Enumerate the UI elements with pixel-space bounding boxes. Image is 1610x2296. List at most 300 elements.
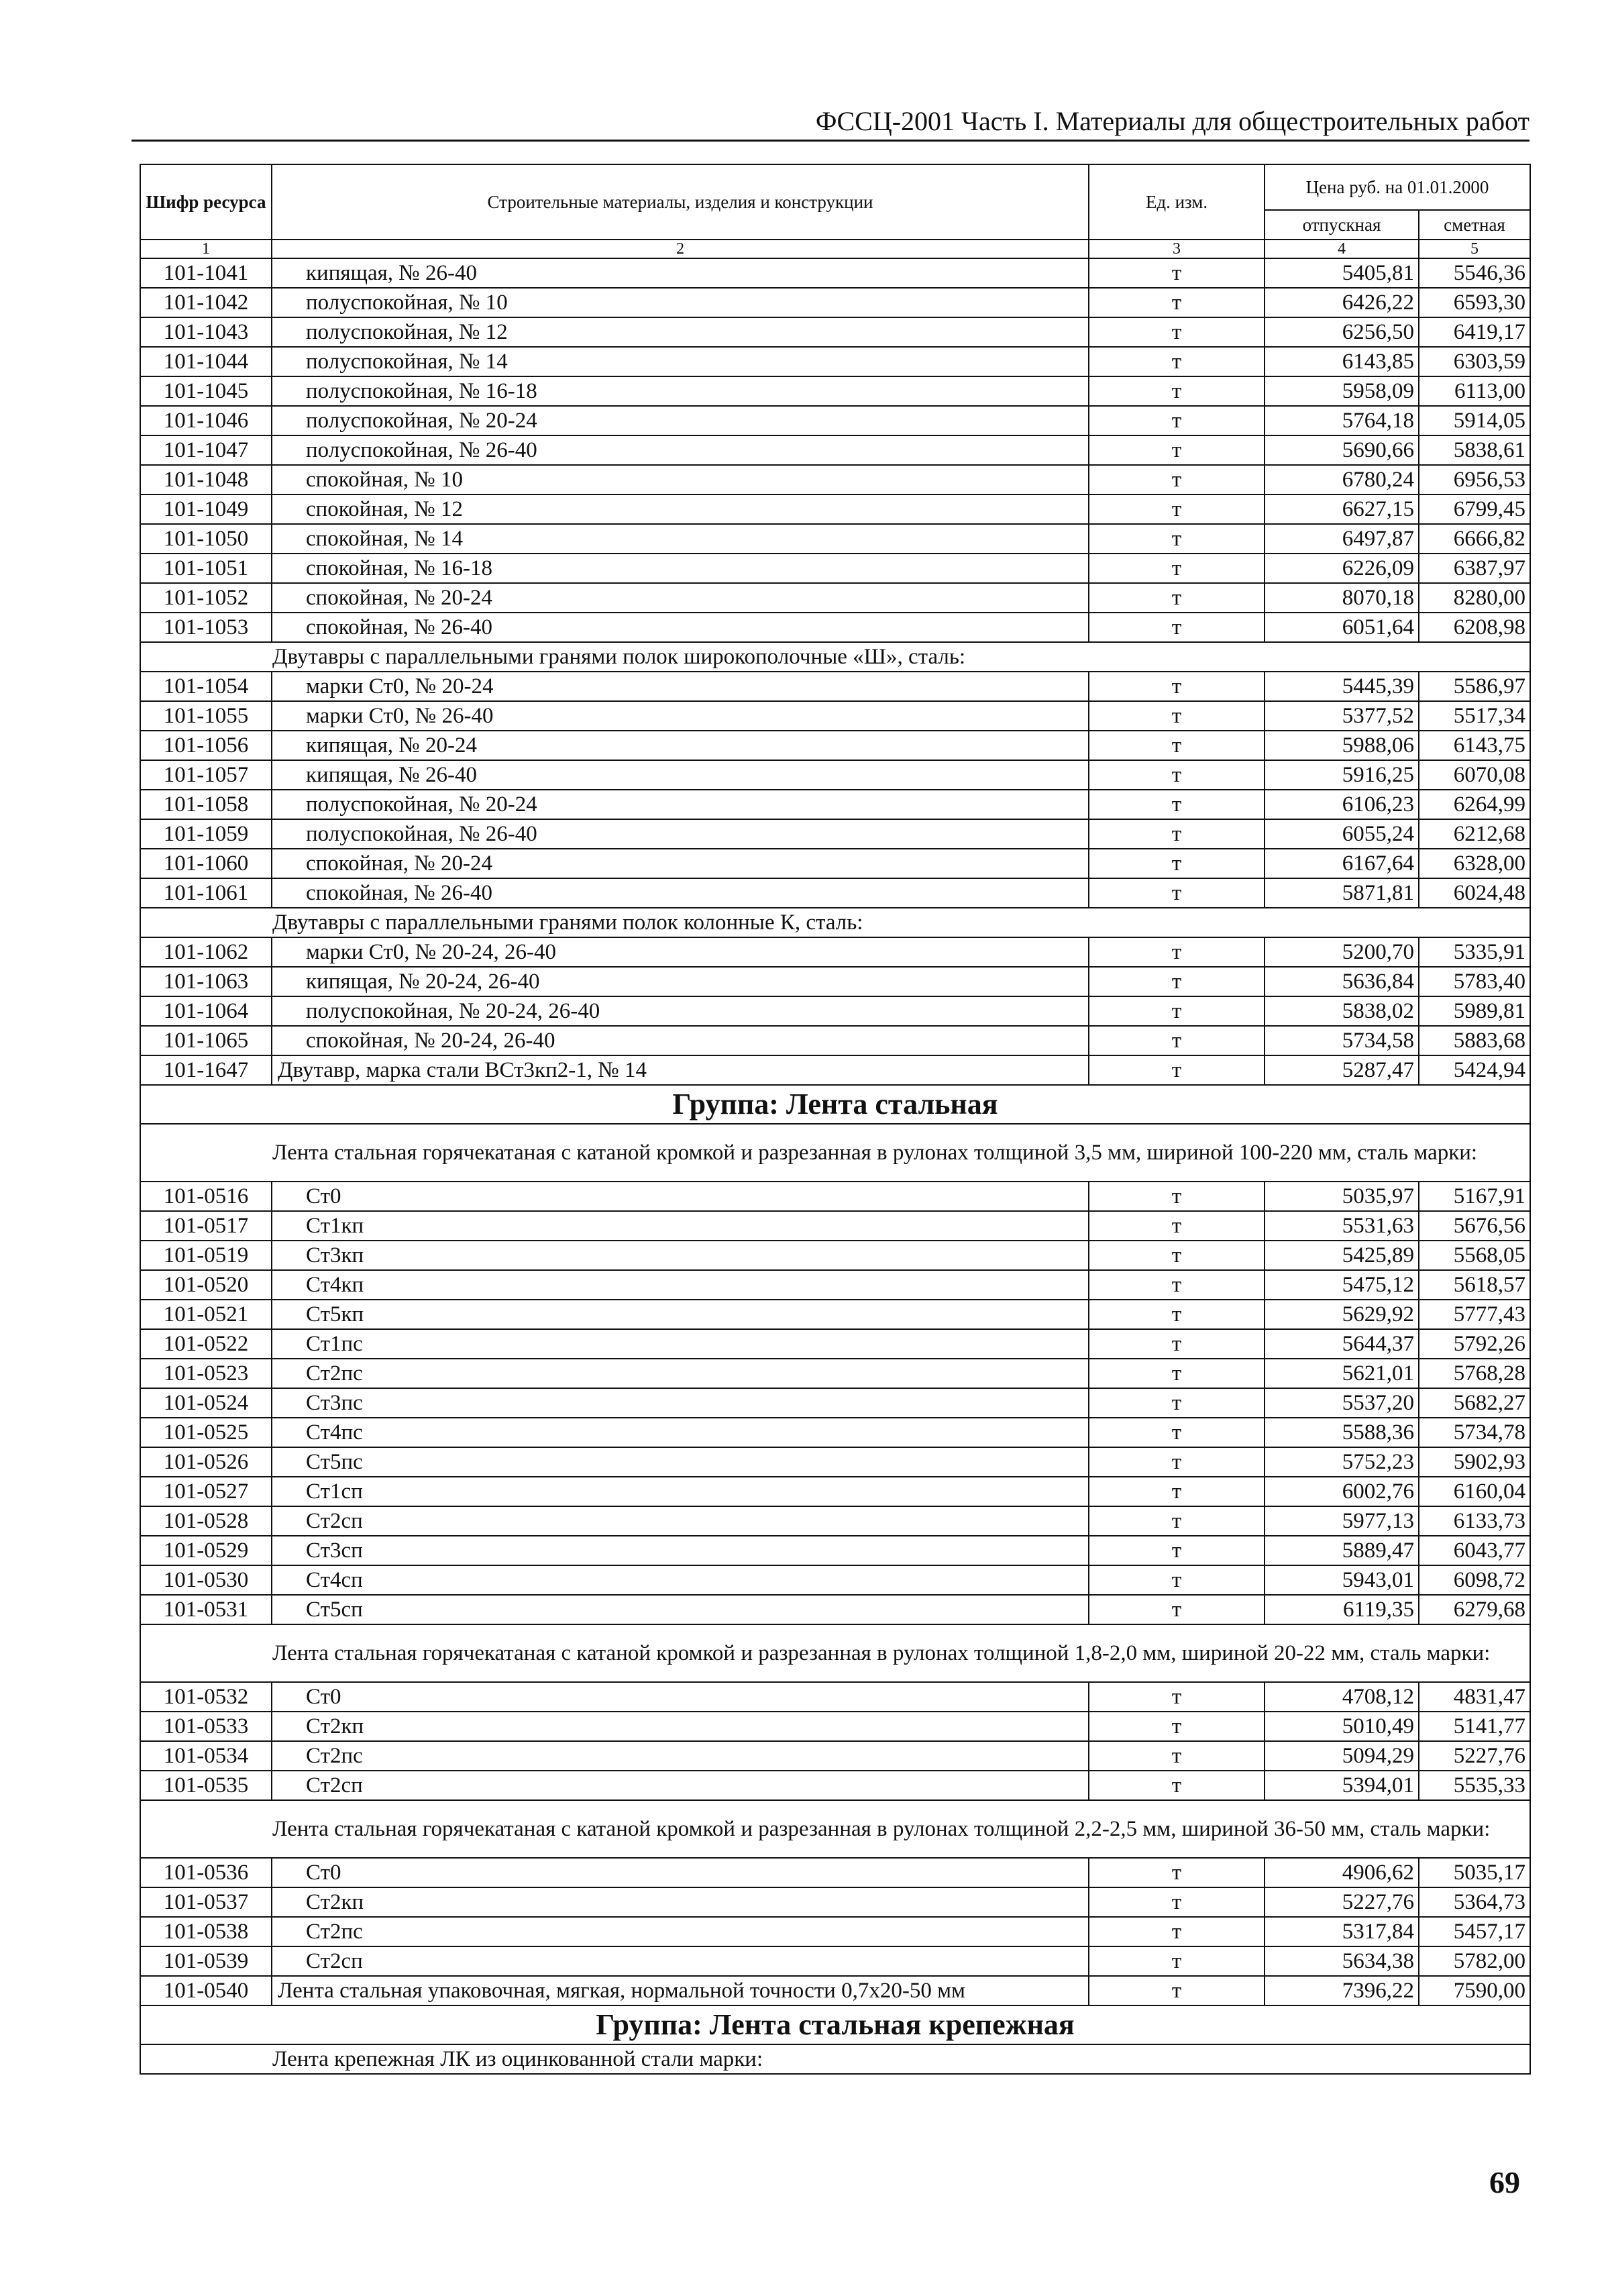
material-name: полуспокойная, № 20-24 bbox=[272, 790, 1089, 819]
table-row bbox=[140, 494, 1530, 524]
estimate-price: 6666,82 bbox=[1419, 524, 1530, 554]
table-row bbox=[140, 376, 1530, 406]
release-price: 5035,97 bbox=[1265, 1182, 1419, 1211]
table-row bbox=[140, 1946, 1530, 1976]
release-price: 6780,24 bbox=[1265, 465, 1419, 494]
release-price: 5377,52 bbox=[1265, 701, 1419, 731]
table-row bbox=[140, 1055, 1530, 1085]
release-price: 6055,24 bbox=[1265, 819, 1419, 849]
unit-cell: т bbox=[1089, 465, 1265, 494]
estimate-price: 5989,81 bbox=[1419, 996, 1530, 1026]
material-name: полуспокойная, № 26-40 bbox=[272, 435, 1089, 465]
resource-code: 101-1062 bbox=[140, 937, 272, 967]
resource-code: 101-0535 bbox=[140, 1771, 272, 1800]
col-header-unit: Ед. изм. bbox=[1089, 164, 1265, 240]
release-price: 5634,38 bbox=[1265, 1946, 1419, 1976]
estimate-price: 6024,48 bbox=[1419, 878, 1530, 908]
release-price: 5394,01 bbox=[1265, 1771, 1419, 1800]
resource-code: 101-0519 bbox=[140, 1241, 272, 1270]
table-row bbox=[140, 1182, 1530, 1211]
material-name: марки Ст0, № 20-24 bbox=[272, 672, 1089, 701]
unit-cell: т bbox=[1089, 258, 1265, 288]
resource-code: 101-0516 bbox=[140, 1182, 272, 1211]
resource-code: 101-0530 bbox=[140, 1565, 272, 1595]
unit-cell: т bbox=[1089, 1211, 1265, 1241]
resource-code: 101-0533 bbox=[140, 1712, 272, 1741]
material-name: полуспокойная, № 16-18 bbox=[272, 376, 1089, 406]
resource-code: 101-0523 bbox=[140, 1359, 272, 1388]
material-name: Ст2сп bbox=[272, 1771, 1089, 1800]
unit-cell: т bbox=[1089, 1388, 1265, 1418]
material-name: Ст3кп bbox=[272, 1241, 1089, 1270]
estimate-price: 5777,43 bbox=[1419, 1300, 1530, 1329]
table-row bbox=[140, 790, 1530, 819]
material-name: спокойная, № 20-24 bbox=[272, 849, 1089, 878]
unit-cell: т bbox=[1089, 849, 1265, 878]
unit-cell: т bbox=[1089, 1055, 1265, 1085]
unit-cell: т bbox=[1089, 1976, 1265, 2005]
subgroup-row bbox=[140, 908, 1530, 937]
material-name: кипящая, № 26-40 bbox=[272, 760, 1089, 790]
estimate-price: 6133,73 bbox=[1419, 1506, 1530, 1536]
release-price: 5317,84 bbox=[1265, 1917, 1419, 1946]
table-row bbox=[140, 406, 1530, 435]
unit-cell: т bbox=[1089, 347, 1265, 376]
material-name: Ст2пс bbox=[272, 1359, 1089, 1388]
col-number: 5 bbox=[1419, 240, 1530, 258]
unit-cell: т bbox=[1089, 1418, 1265, 1447]
table-row bbox=[140, 288, 1530, 317]
estimate-price: 6387,97 bbox=[1419, 554, 1530, 583]
table-row bbox=[140, 1771, 1530, 1800]
resource-code: 101-1064 bbox=[140, 996, 272, 1026]
release-price: 5588,36 bbox=[1265, 1418, 1419, 1447]
table-row bbox=[140, 1506, 1530, 1536]
unit-cell: т bbox=[1089, 760, 1265, 790]
unit-cell: т bbox=[1089, 1300, 1265, 1329]
unit-cell: т bbox=[1089, 613, 1265, 642]
estimate-price: 6279,68 bbox=[1419, 1595, 1530, 1624]
estimate-price: 5838,61 bbox=[1419, 435, 1530, 465]
release-price: 5916,25 bbox=[1265, 760, 1419, 790]
resource-code: 101-0525 bbox=[140, 1418, 272, 1447]
unit-cell: т bbox=[1089, 1741, 1265, 1771]
table-row bbox=[140, 524, 1530, 554]
table-row bbox=[140, 554, 1530, 583]
group-title: Группа: Лента стальная bbox=[140, 1085, 1530, 1124]
unit-cell: т bbox=[1089, 406, 1265, 435]
release-price: 6627,15 bbox=[1265, 494, 1419, 524]
estimate-price: 5618,57 bbox=[1419, 1270, 1530, 1300]
table-row bbox=[140, 1976, 1530, 2005]
table-row bbox=[140, 465, 1530, 494]
release-price: 5838,02 bbox=[1265, 996, 1419, 1026]
estimate-price: 5734,78 bbox=[1419, 1418, 1530, 1447]
unit-cell: т bbox=[1089, 819, 1265, 849]
estimate-price: 5457,17 bbox=[1419, 1917, 1530, 1946]
release-price: 5010,49 bbox=[1265, 1712, 1419, 1741]
subgroup-row bbox=[140, 1124, 1530, 1182]
resource-code: 101-0517 bbox=[140, 1211, 272, 1241]
material-name: полуспокойная, № 20-24 bbox=[272, 406, 1089, 435]
material-name: спокойная, № 20-24 bbox=[272, 583, 1089, 613]
estimate-price: 5167,91 bbox=[1419, 1182, 1530, 1211]
estimate-price: 5768,28 bbox=[1419, 1359, 1530, 1388]
material-name: спокойная, № 14 bbox=[272, 524, 1089, 554]
table-row bbox=[140, 1477, 1530, 1506]
col-number: 1 bbox=[140, 240, 272, 258]
estimate-price: 6098,72 bbox=[1419, 1565, 1530, 1595]
material-name: Ст2пс bbox=[272, 1741, 1089, 1771]
release-price: 5531,63 bbox=[1265, 1211, 1419, 1241]
unit-cell: т bbox=[1089, 1887, 1265, 1917]
table-row bbox=[140, 967, 1530, 996]
material-name: Ст3сп bbox=[272, 1536, 1089, 1565]
col-header-price: Цена руб. на 01.01.2000 bbox=[1265, 164, 1530, 210]
table-row bbox=[140, 1595, 1530, 1624]
unit-cell: т bbox=[1089, 583, 1265, 613]
material-name: Ст0 bbox=[272, 1682, 1089, 1712]
table-row bbox=[140, 1329, 1530, 1359]
table-row bbox=[140, 435, 1530, 465]
estimate-price: 5335,91 bbox=[1419, 937, 1530, 967]
estimate-price: 6212,68 bbox=[1419, 819, 1530, 849]
resource-code: 101-1049 bbox=[140, 494, 272, 524]
release-price: 6167,64 bbox=[1265, 849, 1419, 878]
col-header-name: Строительные материалы, изделия и конструкции bbox=[272, 164, 1089, 240]
estimate-price: 6799,45 bbox=[1419, 494, 1530, 524]
estimate-price: 7590,00 bbox=[1419, 1976, 1530, 2005]
release-price: 5636,84 bbox=[1265, 967, 1419, 996]
release-price: 5537,20 bbox=[1265, 1388, 1419, 1418]
unit-cell: т bbox=[1089, 1359, 1265, 1388]
release-price: 5644,37 bbox=[1265, 1329, 1419, 1359]
material-name: Ст4кп bbox=[272, 1270, 1089, 1300]
unit-cell: т bbox=[1089, 937, 1265, 967]
estimate-price: 6070,08 bbox=[1419, 760, 1530, 790]
table-row bbox=[140, 937, 1530, 967]
material-name: Ст4пс bbox=[272, 1418, 1089, 1447]
table-row bbox=[140, 878, 1530, 908]
material-name: кипящая, № 20-24 bbox=[272, 731, 1089, 760]
resource-code: 101-1042 bbox=[140, 288, 272, 317]
col-number: 2 bbox=[272, 240, 1089, 258]
release-price: 6119,35 bbox=[1265, 1595, 1419, 1624]
material-name: кипящая, № 26-40 bbox=[272, 258, 1089, 288]
resource-code: 101-0539 bbox=[140, 1946, 272, 1976]
table-row bbox=[140, 1211, 1530, 1241]
unit-cell: т bbox=[1089, 1536, 1265, 1565]
estimate-price: 5782,00 bbox=[1419, 1946, 1530, 1976]
table-row bbox=[140, 701, 1530, 731]
table-row bbox=[140, 1917, 1530, 1946]
material-name: Ст3пс bbox=[272, 1388, 1089, 1418]
material-name: Ст1кп bbox=[272, 1211, 1089, 1241]
material-name: Ст2сп bbox=[272, 1946, 1089, 1976]
release-price: 5988,06 bbox=[1265, 731, 1419, 760]
subgroup-title: Двутавры с параллельными гранями полок широкополочные «Ш», сталь: bbox=[140, 642, 1530, 672]
resource-code: 101-0529 bbox=[140, 1536, 272, 1565]
col-number: 3 bbox=[1089, 240, 1265, 258]
material-name: Лента стальная упаковочная, мягкая, нормальной точности 0,7х20-50 мм bbox=[272, 1976, 1089, 2005]
resource-code: 101-1047 bbox=[140, 435, 272, 465]
table-row bbox=[140, 1026, 1530, 1055]
release-price: 6426,22 bbox=[1265, 288, 1419, 317]
resource-code: 101-1043 bbox=[140, 317, 272, 347]
table-row bbox=[140, 317, 1530, 347]
group-header-row bbox=[140, 1085, 1530, 1124]
subgroup-row bbox=[140, 2044, 1530, 2074]
estimate-price: 6956,53 bbox=[1419, 465, 1530, 494]
unit-cell: т bbox=[1089, 878, 1265, 908]
estimate-price: 6593,30 bbox=[1419, 288, 1530, 317]
resource-code: 101-0540 bbox=[140, 1976, 272, 2005]
estimate-price: 6160,04 bbox=[1419, 1477, 1530, 1506]
estimate-price: 5141,77 bbox=[1419, 1712, 1530, 1741]
unit-cell: т bbox=[1089, 1595, 1265, 1624]
material-name: полуспокойная, № 14 bbox=[272, 347, 1089, 376]
estimate-price: 5676,56 bbox=[1419, 1211, 1530, 1241]
subgroup-title: Лента крепежная ЛК из оцинкованной стали марки: bbox=[140, 2044, 1530, 2074]
estimate-price: 5424,94 bbox=[1419, 1055, 1530, 1085]
release-price: 5764,18 bbox=[1265, 406, 1419, 435]
unit-cell: т bbox=[1089, 1477, 1265, 1506]
release-price: 6226,09 bbox=[1265, 554, 1419, 583]
table-row bbox=[140, 672, 1530, 701]
estimate-price: 5783,40 bbox=[1419, 967, 1530, 996]
unit-cell: т bbox=[1089, 1270, 1265, 1300]
table-row bbox=[140, 1858, 1530, 1887]
resource-code: 101-1053 bbox=[140, 613, 272, 642]
material-name: марки Ст0, № 26-40 bbox=[272, 701, 1089, 731]
resource-code: 101-1050 bbox=[140, 524, 272, 554]
table-row bbox=[140, 1300, 1530, 1329]
resource-code: 101-0524 bbox=[140, 1388, 272, 1418]
material-name: марки Ст0, № 20-24, 26-40 bbox=[272, 937, 1089, 967]
estimate-price: 5517,34 bbox=[1419, 701, 1530, 731]
release-price: 6497,87 bbox=[1265, 524, 1419, 554]
resource-code: 101-1041 bbox=[140, 258, 272, 288]
resource-code: 101-1052 bbox=[140, 583, 272, 613]
unit-cell: т bbox=[1089, 996, 1265, 1026]
release-price: 6106,23 bbox=[1265, 790, 1419, 819]
release-price: 6143,85 bbox=[1265, 347, 1419, 376]
group-title: Группа: Лента стальная крепежная bbox=[140, 2005, 1530, 2044]
estimate-price: 5364,73 bbox=[1419, 1887, 1530, 1917]
material-name: полуспокойная, № 10 bbox=[272, 288, 1089, 317]
release-price: 5425,89 bbox=[1265, 1241, 1419, 1270]
release-price: 5943,01 bbox=[1265, 1565, 1419, 1595]
page-header: ФССЦ-2001 Часть I. Материалы для общестроительных работ bbox=[131, 106, 1529, 142]
material-name: Ст5пс bbox=[272, 1447, 1089, 1477]
material-name: спокойная, № 26-40 bbox=[272, 613, 1089, 642]
resource-code: 101-1054 bbox=[140, 672, 272, 701]
resource-code: 101-1056 bbox=[140, 731, 272, 760]
resource-code: 101-0527 bbox=[140, 1477, 272, 1506]
estimate-price: 5682,27 bbox=[1419, 1388, 1530, 1418]
unit-cell: т bbox=[1089, 317, 1265, 347]
subgroup-row bbox=[140, 642, 1530, 672]
table-row bbox=[140, 996, 1530, 1026]
unit-cell: т bbox=[1089, 1241, 1265, 1270]
estimate-price: 6043,77 bbox=[1419, 1536, 1530, 1565]
estimate-price: 6113,00 bbox=[1419, 376, 1530, 406]
material-name: кипящая, № 20-24, 26-40 bbox=[272, 967, 1089, 996]
col-number: 4 bbox=[1265, 240, 1419, 258]
resource-code: 101-1055 bbox=[140, 701, 272, 731]
table-body bbox=[140, 258, 1530, 2074]
unit-cell: т bbox=[1089, 1182, 1265, 1211]
estimate-price: 5792,26 bbox=[1419, 1329, 1530, 1359]
table-row bbox=[140, 1418, 1530, 1447]
table-row bbox=[140, 1565, 1530, 1595]
estimate-price: 5227,76 bbox=[1419, 1741, 1530, 1771]
estimate-price: 5586,97 bbox=[1419, 672, 1530, 701]
unit-cell: т bbox=[1089, 672, 1265, 701]
resource-code: 101-1051 bbox=[140, 554, 272, 583]
resource-code: 101-0531 bbox=[140, 1595, 272, 1624]
release-price: 5287,47 bbox=[1265, 1055, 1419, 1085]
material-name: Ст4сп bbox=[272, 1565, 1089, 1595]
release-price: 5734,58 bbox=[1265, 1026, 1419, 1055]
material-name: Ст2кп bbox=[272, 1712, 1089, 1741]
table-row bbox=[140, 613, 1530, 642]
resource-code: 101-0526 bbox=[140, 1447, 272, 1477]
release-price: 5227,76 bbox=[1265, 1887, 1419, 1917]
unit-cell: т bbox=[1089, 435, 1265, 465]
release-price: 7396,22 bbox=[1265, 1976, 1419, 2005]
col-header-release: отпускная bbox=[1265, 210, 1419, 240]
unit-cell: т bbox=[1089, 701, 1265, 731]
material-name: спокойная, № 16-18 bbox=[272, 554, 1089, 583]
material-name: Ст1сп bbox=[272, 1477, 1089, 1506]
unit-cell: т bbox=[1089, 790, 1265, 819]
release-price: 6051,64 bbox=[1265, 613, 1419, 642]
release-price: 4708,12 bbox=[1265, 1682, 1419, 1712]
table-row bbox=[140, 849, 1530, 878]
release-price: 8070,18 bbox=[1265, 583, 1419, 613]
table-row bbox=[140, 760, 1530, 790]
release-price: 5871,81 bbox=[1265, 878, 1419, 908]
resource-code: 101-1647 bbox=[140, 1055, 272, 1085]
table-row bbox=[140, 1682, 1530, 1712]
subgroup-title: Двутавры с параллельными гранями полок колонные К, сталь: bbox=[140, 908, 1530, 937]
price-table bbox=[140, 164, 1531, 2075]
subgroup-row bbox=[140, 1624, 1530, 1682]
release-price: 5629,92 bbox=[1265, 1300, 1419, 1329]
col-header-code: Шифр ресурса bbox=[140, 164, 272, 240]
unit-cell: т bbox=[1089, 1026, 1265, 1055]
material-name: Ст2кп bbox=[272, 1887, 1089, 1917]
table-row bbox=[140, 347, 1530, 376]
material-name: полуспокойная, № 20-24, 26-40 bbox=[272, 996, 1089, 1026]
resource-code: 101-1048 bbox=[140, 465, 272, 494]
subgroup-title: Лента стальная горячекатаная с катаной кромкой и разрезанная в рулонах толщиной 2,2-2,5 мм, шириной 36-50 мм, сталь марки: bbox=[140, 1800, 1530, 1858]
table-row bbox=[140, 1270, 1530, 1300]
resource-code: 101-1061 bbox=[140, 878, 272, 908]
table-row bbox=[140, 731, 1530, 760]
material-name: Двутавр, марка стали ВСт3кп2-1, № 14 bbox=[272, 1055, 1089, 1085]
subgroup-title: Лента стальная горячекатаная с катаной кромкой и разрезанная в рулонах толщиной 3,5 мм, шириной 100-220 мм, сталь марки: bbox=[140, 1124, 1530, 1182]
release-price: 4906,62 bbox=[1265, 1858, 1419, 1887]
estimate-price: 5883,68 bbox=[1419, 1026, 1530, 1055]
unit-cell: т bbox=[1089, 1682, 1265, 1712]
resource-code: 101-1058 bbox=[140, 790, 272, 819]
resource-code: 101-1046 bbox=[140, 406, 272, 435]
material-name: Ст2сп bbox=[272, 1506, 1089, 1536]
unit-cell: т bbox=[1089, 731, 1265, 760]
material-name: спокойная, № 20-24, 26-40 bbox=[272, 1026, 1089, 1055]
unit-cell: т bbox=[1089, 524, 1265, 554]
release-price: 5200,70 bbox=[1265, 937, 1419, 967]
material-name: полуспокойная, № 26-40 bbox=[272, 819, 1089, 849]
resource-code: 101-1065 bbox=[140, 1026, 272, 1055]
estimate-price: 5568,05 bbox=[1419, 1241, 1530, 1270]
release-price: 5690,66 bbox=[1265, 435, 1419, 465]
estimate-price: 4831,47 bbox=[1419, 1682, 1530, 1712]
table-row bbox=[140, 819, 1530, 849]
table-row bbox=[140, 1887, 1530, 1917]
estimate-price: 6328,00 bbox=[1419, 849, 1530, 878]
unit-cell: т bbox=[1089, 1329, 1265, 1359]
table-row bbox=[140, 1712, 1530, 1741]
release-price: 5977,13 bbox=[1265, 1506, 1419, 1536]
unit-cell: т bbox=[1089, 1917, 1265, 1946]
table-row bbox=[140, 1447, 1530, 1477]
estimate-price: 5914,05 bbox=[1419, 406, 1530, 435]
estimate-price: 6303,59 bbox=[1419, 347, 1530, 376]
table-row bbox=[140, 1536, 1530, 1565]
estimate-price: 6208,98 bbox=[1419, 613, 1530, 642]
material-name: Ст1пс bbox=[272, 1329, 1089, 1359]
table-row bbox=[140, 258, 1530, 288]
table-row bbox=[140, 1388, 1530, 1418]
resource-code: 101-0528 bbox=[140, 1506, 272, 1536]
resource-code: 101-0522 bbox=[140, 1329, 272, 1359]
release-price: 5752,23 bbox=[1265, 1447, 1419, 1477]
estimate-price: 6264,99 bbox=[1419, 790, 1530, 819]
resource-code: 101-1045 bbox=[140, 376, 272, 406]
release-price: 5405,81 bbox=[1265, 258, 1419, 288]
material-name: спокойная, № 12 bbox=[272, 494, 1089, 524]
material-name: Ст2пс bbox=[272, 1917, 1089, 1946]
table-row bbox=[140, 1241, 1530, 1270]
unit-cell: т bbox=[1089, 1506, 1265, 1536]
release-price: 5621,01 bbox=[1265, 1359, 1419, 1388]
release-price: 5958,09 bbox=[1265, 376, 1419, 406]
unit-cell: т bbox=[1089, 967, 1265, 996]
col-header-estimate: сметная bbox=[1419, 210, 1530, 240]
resource-code: 101-1060 bbox=[140, 849, 272, 878]
resource-code: 101-0536 bbox=[140, 1858, 272, 1887]
group-header-row bbox=[140, 2005, 1530, 2044]
unit-cell: т bbox=[1089, 1946, 1265, 1976]
estimate-price: 6143,75 bbox=[1419, 731, 1530, 760]
material-name: Ст0 bbox=[272, 1182, 1089, 1211]
release-price: 5094,29 bbox=[1265, 1741, 1419, 1771]
resource-code: 101-1044 bbox=[140, 347, 272, 376]
resource-code: 101-0534 bbox=[140, 1741, 272, 1771]
unit-cell: т bbox=[1089, 554, 1265, 583]
resource-code: 101-0521 bbox=[140, 1300, 272, 1329]
material-name: Ст0 bbox=[272, 1858, 1089, 1887]
material-name: спокойная, № 26-40 bbox=[272, 878, 1089, 908]
release-price: 5475,12 bbox=[1265, 1270, 1419, 1300]
release-price: 5445,39 bbox=[1265, 672, 1419, 701]
unit-cell: т bbox=[1089, 1771, 1265, 1800]
unit-cell: т bbox=[1089, 1712, 1265, 1741]
resource-code: 101-0538 bbox=[140, 1917, 272, 1946]
